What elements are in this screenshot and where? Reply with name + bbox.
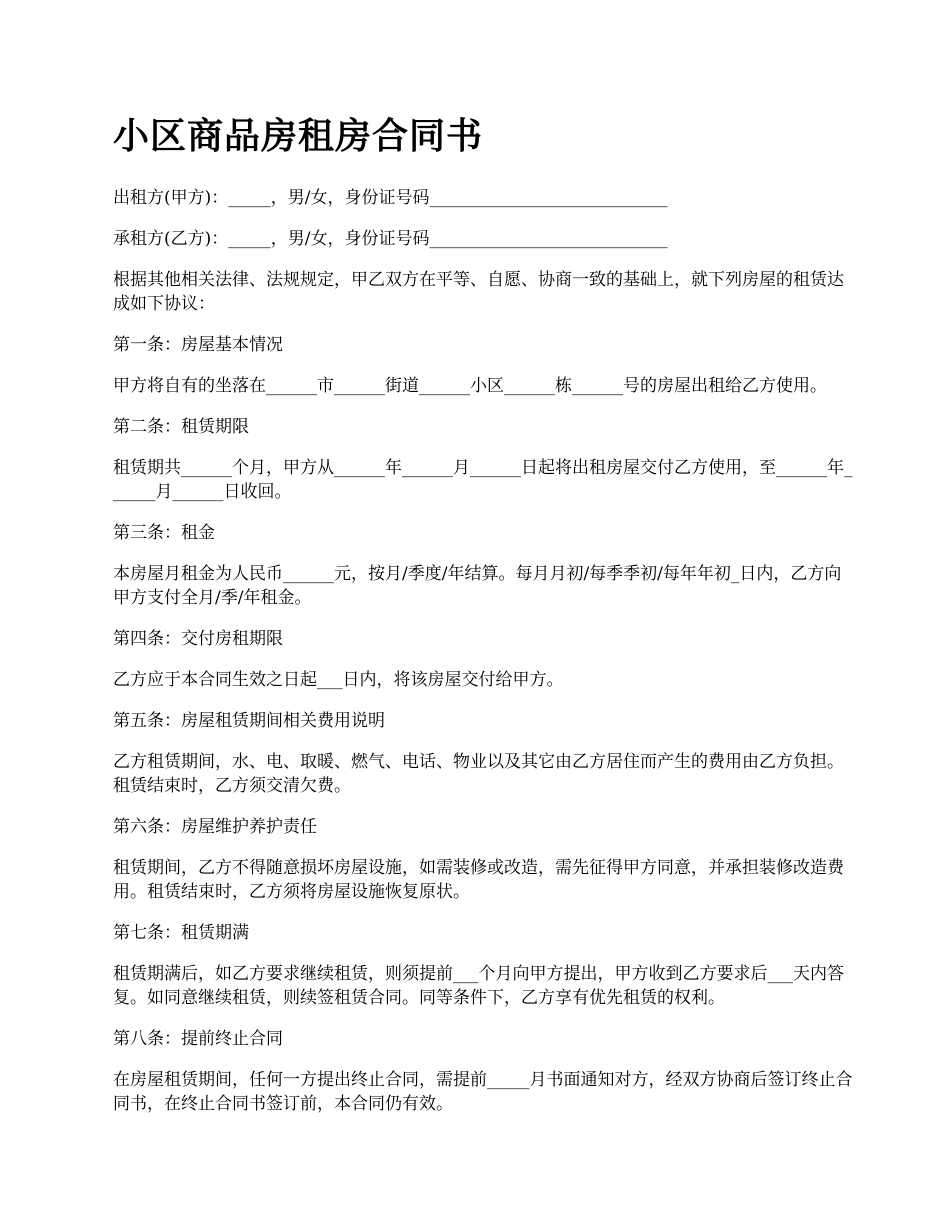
article-6-heading: 第六条：房屋维护养护责任 <box>113 817 317 837</box>
article-4-body: 乙方应于本合同生效之日起___日内，将该房屋交付给甲方。 <box>113 670 564 690</box>
article-8-heading: 第八条：提前终止合同 <box>113 1029 283 1049</box>
article-1-body: 甲方将自有的坐落在______市______街道______小区______栋______号的房屋出租给乙方使用。 <box>113 376 827 396</box>
contract-page <box>113 108 853 1133</box>
article-1-heading: 第一条：房屋基本情况 <box>113 335 283 355</box>
article-5-body: 乙方租赁期间，水、电、取暖、燃气、电话、物业以及其它由乙方居住而产生的费用由乙方负担。租赁结束时，乙方须交清欠费。 <box>113 752 844 796</box>
intro-paragraph: 根据其他相关法律、法规规定，甲乙双方在平等、自愿、协商一致的基础上，就下列房屋的租赁达成如下协议： <box>113 270 844 314</box>
article-2-heading: 第二条：租赁期限 <box>113 417 249 437</box>
article-7-heading: 第七条：租赁期满 <box>113 923 249 943</box>
article-2-body: 租赁期共______个月，甲方从______年______月______日起将出租房屋交付乙方使用，至______年______月______日收回。 <box>113 458 853 502</box>
document-title: 小区商品房租房合同书 <box>113 115 484 157</box>
article-8-body: 在房屋租赁期间，任何一方提出终止合同，需提前_____月书面通知对方，经双方协商后签订终止合同书，在终止合同书签订前，本合同仍有效。 <box>113 1070 853 1114</box>
article-5-heading: 第五条：房屋租赁期间相关费用说明 <box>113 711 385 731</box>
article-3-body: 本房屋月租金为人民币______元，按月/季度/年结算。每月月初/每季季初/每年年初_日内，乙方向甲方支付全月/季/年租金。 <box>113 564 842 608</box>
lessee-line: 承租方(乙方)：_____，男/女，身份证号码____________________________ <box>113 229 668 249</box>
article-7-body: 租赁期满后，如乙方要求继续租赁，则须提前___个月向甲方提出，甲方收到乙方要求后___天内答复。如同意继续租赁，则续签租赁合同。同等条件下，乙方享有优先租赁的权利。 <box>113 964 844 1008</box>
article-4-heading: 第四条：交付房租期限 <box>113 629 283 649</box>
article-3-heading: 第三条：租金 <box>113 523 215 543</box>
lessor-line: 出租方(甲方)：_____，男/女，身份证号码____________________________ <box>113 188 668 208</box>
article-6-body: 租赁期间，乙方不得随意损坏房屋设施，如需装修或改造，需先征得甲方同意，并承担装修改造费用。租赁结束时，乙方须将房屋设施恢复原状。 <box>113 858 844 902</box>
